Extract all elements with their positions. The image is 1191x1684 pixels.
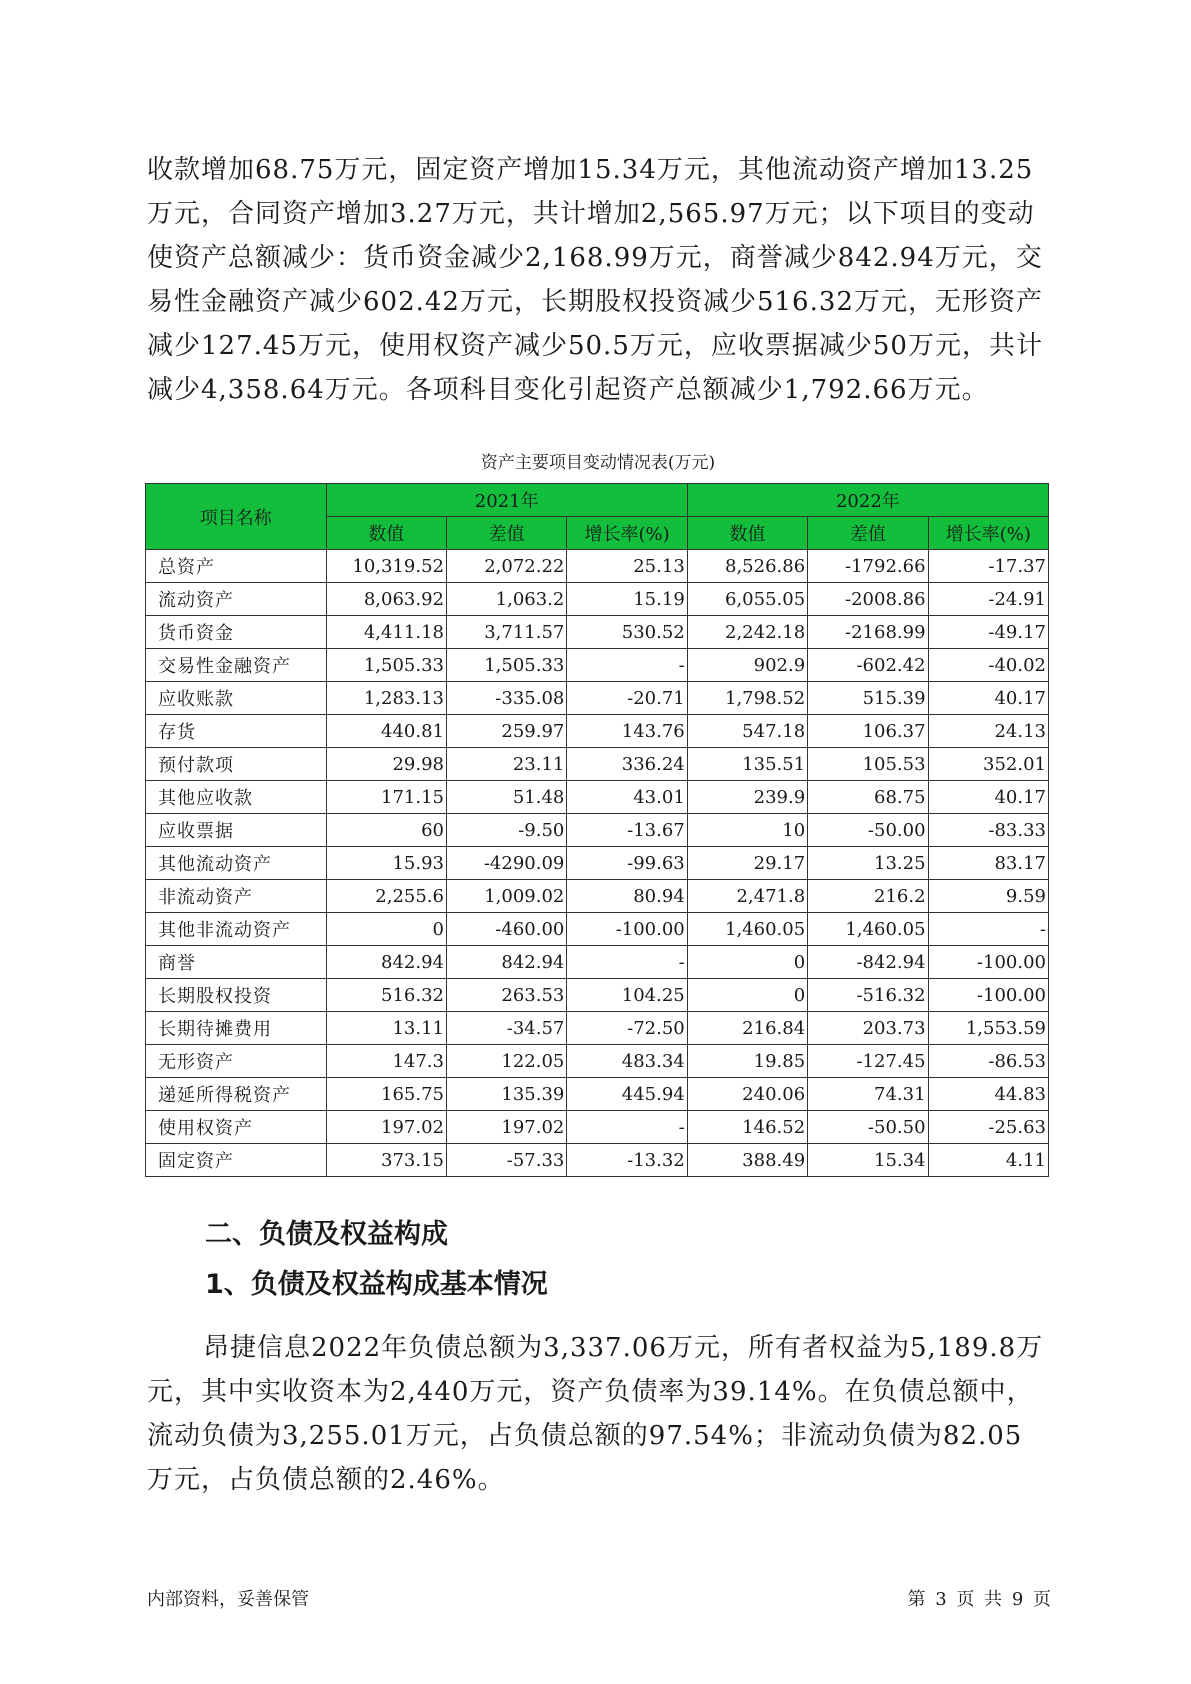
cell-b-diff: 203.73 [808, 1012, 928, 1045]
cell-b-val: 19.85 [687, 1045, 807, 1078]
table-row [146, 1111, 1049, 1144]
cell-b-diff: -127.45 [808, 1045, 928, 1078]
table-caption: 资产主要项目变动情况表(万元) [480, 453, 716, 473]
cell-a-rate: 43.01 [567, 781, 687, 814]
cell-b-rate: 40.17 [928, 781, 1048, 814]
cell-a-diff: 263.53 [446, 979, 566, 1012]
cell-b-diff: -1792.66 [808, 550, 928, 583]
cell-a-rate: - [567, 649, 687, 682]
cell-b-rate: -86.53 [928, 1045, 1048, 1078]
cell-b-diff: -2008.86 [808, 583, 928, 616]
table-row [146, 880, 1049, 913]
cell-a-diff: 3,711.57 [446, 616, 566, 649]
cell-b-diff: 216.2 [808, 880, 928, 913]
cell-a-rate: -100.00 [567, 913, 687, 946]
row-item-name: 流动资产 [146, 583, 327, 616]
header-diff: 差值 [446, 517, 566, 550]
cell-b-rate: 352.01 [928, 748, 1048, 781]
table-row [146, 1144, 1049, 1177]
cell-b-val: 29.17 [687, 847, 807, 880]
cell-b-diff: 106.37 [808, 715, 928, 748]
row-item-name: 长期股权投资 [146, 979, 327, 1012]
cell-a-diff: -57.33 [446, 1144, 566, 1177]
footer-page-number: 第 3 页 共 9 页 [907, 1589, 1051, 1610]
cell-b-rate: 4.11 [928, 1144, 1048, 1177]
table-row [146, 649, 1049, 682]
cell-b-diff: -842.94 [808, 946, 928, 979]
row-item-name: 存货 [146, 715, 327, 748]
cell-a-diff: 135.39 [446, 1078, 566, 1111]
table-row [146, 1045, 1049, 1078]
cell-b-rate: -49.17 [928, 616, 1048, 649]
cell-a-val: 15.93 [326, 847, 446, 880]
cell-a-rate: 25.13 [567, 550, 687, 583]
header-item-name: 项目名称 [146, 484, 327, 550]
row-item-name: 预付款项 [146, 748, 327, 781]
cell-a-rate: 336.24 [567, 748, 687, 781]
row-item-name: 固定资产 [146, 1144, 327, 1177]
cell-a-val: 4,411.18 [326, 616, 446, 649]
table-row [146, 748, 1049, 781]
table-row [146, 847, 1049, 880]
cell-b-diff: 1,460.05 [808, 913, 928, 946]
cell-a-val: 13.11 [326, 1012, 446, 1045]
cell-a-rate: -72.50 [567, 1012, 687, 1045]
cell-b-val: 6,055.05 [687, 583, 807, 616]
header-value: 数值 [687, 517, 807, 550]
cell-b-val: 388.49 [687, 1144, 807, 1177]
cell-a-rate: 143.76 [567, 715, 687, 748]
row-item-name: 其他非流动资产 [146, 913, 327, 946]
row-item-name: 非流动资产 [146, 880, 327, 913]
header-year-2021: 2021年 [326, 484, 687, 517]
cell-b-val: 2,471.8 [687, 880, 807, 913]
cell-a-val: 60 [326, 814, 446, 847]
table-row [146, 979, 1049, 1012]
cell-a-diff: 23.11 [446, 748, 566, 781]
body-paragraph-2: 昂捷信息2022年负债总额为3,337.06万元，所有者权益为5,189.8万元，其中实收资本为2,440万元，资产负债率为39.14%。在负债总额中，流动负债为3,255.01万元，占负债总额的97.54%；非流动负债为82.05万元，占负债总额的2.46%。 [147, 1333, 1044, 1495]
cell-b-rate: -100.00 [928, 979, 1048, 1012]
header-rate: 增长率(%) [567, 517, 687, 550]
cell-b-val: 0 [687, 946, 807, 979]
cell-a-val: 2,255.6 [326, 880, 446, 913]
header-year-2022: 2022年 [687, 484, 1048, 517]
cell-a-val: 516.32 [326, 979, 446, 1012]
table-row [146, 814, 1049, 847]
cell-b-rate: 83.17 [928, 847, 1048, 880]
row-item-name: 长期待摊费用 [146, 1012, 327, 1045]
row-item-name: 总资产 [146, 550, 327, 583]
header-rate: 增长率(%) [928, 517, 1048, 550]
cell-b-rate: 40.17 [928, 682, 1048, 715]
table-row [146, 583, 1049, 616]
cell-a-val: 171.15 [326, 781, 446, 814]
table-row [146, 1012, 1049, 1045]
cell-a-val: 29.98 [326, 748, 446, 781]
cell-a-rate: 15.19 [567, 583, 687, 616]
cell-a-val: 147.3 [326, 1045, 446, 1078]
cell-a-diff: -34.57 [446, 1012, 566, 1045]
cell-a-val: 1,283.13 [326, 682, 446, 715]
cell-b-rate: -25.63 [928, 1111, 1048, 1144]
table-row [146, 682, 1049, 715]
cell-b-diff: 74.31 [808, 1078, 928, 1111]
row-item-name: 货币资金 [146, 616, 327, 649]
section-heading: 二、负债及权益构成 [205, 1219, 448, 1250]
cell-a-rate: 530.52 [567, 616, 687, 649]
cell-b-rate: -40.02 [928, 649, 1048, 682]
cell-a-rate: 445.94 [567, 1078, 687, 1111]
cell-a-val: 373.15 [326, 1144, 446, 1177]
cell-a-diff: 51.48 [446, 781, 566, 814]
cell-b-diff: 105.53 [808, 748, 928, 781]
cell-a-val: 197.02 [326, 1111, 446, 1144]
header-value: 数值 [326, 517, 446, 550]
subsection-heading: 1、负债及权益构成基本情况 [205, 1269, 548, 1300]
cell-a-diff: 197.02 [446, 1111, 566, 1144]
table-row [146, 946, 1049, 979]
row-item-name: 其他流动资产 [146, 847, 327, 880]
cell-b-val: 1,460.05 [687, 913, 807, 946]
cell-b-rate: 24.13 [928, 715, 1048, 748]
cell-a-val: 440.81 [326, 715, 446, 748]
cell-a-rate: -20.71 [567, 682, 687, 715]
row-item-name: 递延所得税资产 [146, 1078, 327, 1111]
cell-b-diff: -50.50 [808, 1111, 928, 1144]
cell-b-val: 135.51 [687, 748, 807, 781]
cell-a-diff: 1,505.33 [446, 649, 566, 682]
cell-a-diff: -9.50 [446, 814, 566, 847]
cell-b-diff: 515.39 [808, 682, 928, 715]
cell-b-rate: 1,553.59 [928, 1012, 1048, 1045]
cell-b-rate: -83.33 [928, 814, 1048, 847]
table-row [146, 1078, 1049, 1111]
asset-change-table [145, 483, 1049, 1177]
cell-a-rate: - [567, 1111, 687, 1144]
cell-a-rate: - [567, 946, 687, 979]
row-item-name: 应收票据 [146, 814, 327, 847]
cell-b-diff: -516.32 [808, 979, 928, 1012]
cell-b-val: 547.18 [687, 715, 807, 748]
cell-a-val: 1,505.33 [326, 649, 446, 682]
row-item-name: 应收账款 [146, 682, 327, 715]
cell-b-diff: 68.75 [808, 781, 928, 814]
cell-b-rate: 9.59 [928, 880, 1048, 913]
row-item-name: 商誉 [146, 946, 327, 979]
cell-a-rate: 80.94 [567, 880, 687, 913]
table-row [146, 715, 1049, 748]
cell-b-diff: 13.25 [808, 847, 928, 880]
table-row [146, 550, 1049, 583]
cell-b-val: 0 [687, 979, 807, 1012]
cell-b-val: 8,526.86 [687, 550, 807, 583]
cell-b-diff: -602.42 [808, 649, 928, 682]
cell-a-rate: 104.25 [567, 979, 687, 1012]
cell-b-val: 1,798.52 [687, 682, 807, 715]
cell-a-val: 10,319.52 [326, 550, 446, 583]
cell-a-diff: -335.08 [446, 682, 566, 715]
cell-b-rate: - [928, 913, 1048, 946]
cell-b-diff: 15.34 [808, 1144, 928, 1177]
cell-b-val: 2,242.18 [687, 616, 807, 649]
cell-b-rate: -100.00 [928, 946, 1048, 979]
row-item-name: 其他应收款 [146, 781, 327, 814]
cell-a-val: 8,063.92 [326, 583, 446, 616]
cell-a-diff: 122.05 [446, 1045, 566, 1078]
cell-a-rate: -13.32 [567, 1144, 687, 1177]
cell-b-val: 216.84 [687, 1012, 807, 1045]
footer-confidential: 内部资料，妥善保管 [147, 1589, 309, 1610]
cell-a-val: 842.94 [326, 946, 446, 979]
cell-a-val: 0 [326, 913, 446, 946]
row-item-name: 使用权资产 [146, 1111, 327, 1144]
header-diff: 差值 [808, 517, 928, 550]
cell-a-val: 165.75 [326, 1078, 446, 1111]
cell-b-rate: -24.91 [928, 583, 1048, 616]
cell-a-diff: -4290.09 [446, 847, 566, 880]
table-row [146, 781, 1049, 814]
cell-a-diff: 842.94 [446, 946, 566, 979]
cell-a-rate: 483.34 [567, 1045, 687, 1078]
cell-b-diff: -2168.99 [808, 616, 928, 649]
row-item-name: 交易性金融资产 [146, 649, 327, 682]
table-row [146, 616, 1049, 649]
cell-b-rate: 44.83 [928, 1078, 1048, 1111]
body-paragraph-1: 收款增加68.75万元，固定资产增加15.34万元，其他流动资产增加13.25万元，合同资产增加3.27万元，共计增加2,565.97万元；以下项目的变动使资产总额减少：货币资金减少2,168.99万元，商誉减少842.94万元，交易性金融资产减少602.42万元，长期股权投资减少516.32万元，无形资产减少127.45万元，使用权资产减少50.5万元，应收票据减少50万元，共计减少4,358.64万元。各项科目变化引起资产总额减少1,792.66万元。 [147, 155, 1043, 405]
row-item-name: 无形资产 [146, 1045, 327, 1078]
cell-a-rate: -13.67 [567, 814, 687, 847]
cell-b-val: 902.9 [687, 649, 807, 682]
cell-b-diff: -50.00 [808, 814, 928, 847]
cell-a-rate: -99.63 [567, 847, 687, 880]
cell-b-val: 239.9 [687, 781, 807, 814]
cell-b-rate: -17.37 [928, 550, 1048, 583]
cell-b-val: 10 [687, 814, 807, 847]
cell-a-diff: 1,009.02 [446, 880, 566, 913]
cell-a-diff: 1,063.2 [446, 583, 566, 616]
cell-a-diff: 2,072.22 [446, 550, 566, 583]
cell-b-val: 146.52 [687, 1111, 807, 1144]
table-row [146, 913, 1049, 946]
cell-a-diff: -460.00 [446, 913, 566, 946]
cell-b-val: 240.06 [687, 1078, 807, 1111]
cell-a-diff: 259.97 [446, 715, 566, 748]
